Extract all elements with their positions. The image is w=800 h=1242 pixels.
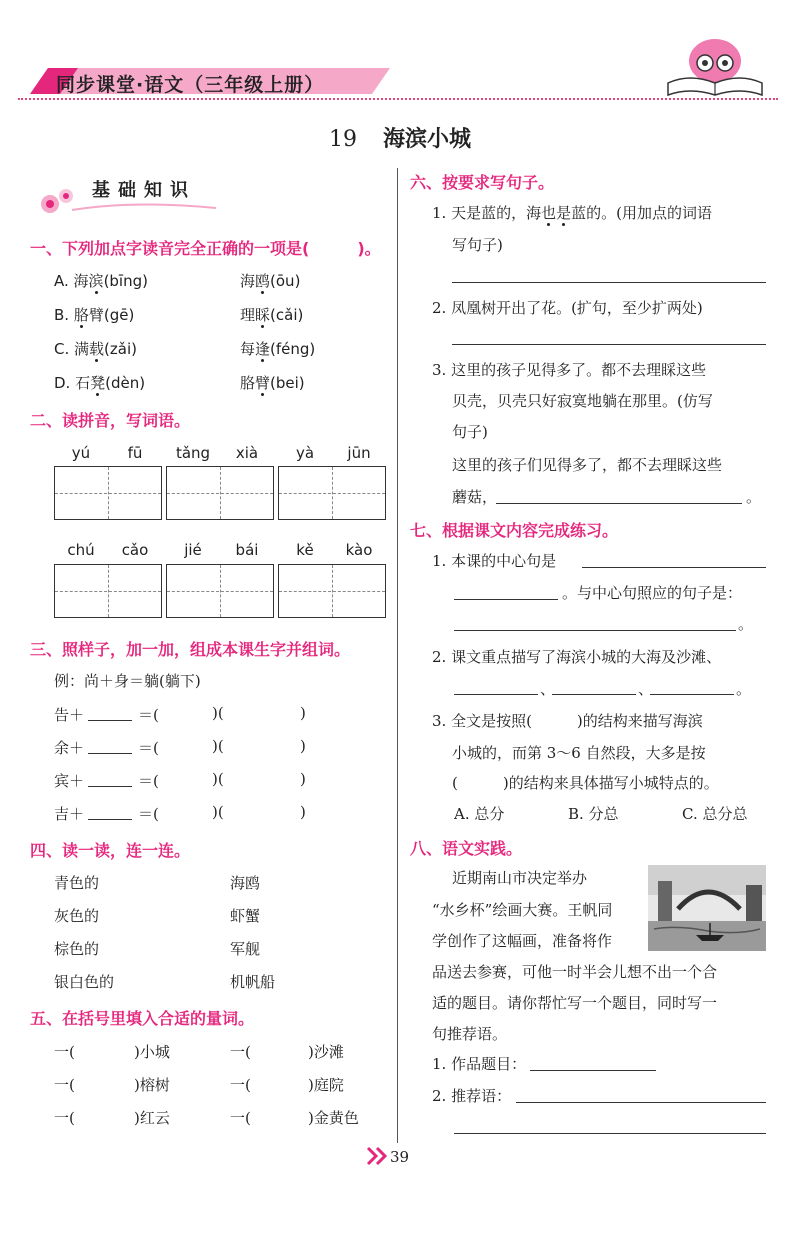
measure-word: )红云 <box>134 1109 170 1127</box>
q8-2: 2. 推荐语： <box>432 1087 512 1105</box>
answer-blank[interactable] <box>88 753 132 754</box>
measure-prefix: 一( <box>230 1076 251 1094</box>
compose-item: 余＋ <box>54 739 85 757</box>
option-a[interactable]: A. 总分 <box>454 805 505 823</box>
match-left[interactable]: 青色的 <box>54 874 100 892</box>
pinyin-label: kào <box>345 541 373 559</box>
measure-prefix: 一( <box>230 1043 251 1061</box>
header-title: 同步课堂·语文（三年级上册） <box>56 74 325 96</box>
pinyin-label: chú <box>67 541 95 559</box>
practice-text: 学创作了这幅画，准备将作 <box>432 932 613 950</box>
answer-line[interactable] <box>582 567 766 568</box>
q7-3-line2: 小城的，而第 3～6 自然段，大多是按 <box>452 744 706 762</box>
column-divider <box>397 168 398 1143</box>
eq-paren: ＝( <box>138 706 159 724</box>
period: 。 <box>738 615 754 633</box>
example-line: 例：尚＋身＝躺(躺下) <box>54 672 201 690</box>
answer-line[interactable] <box>452 344 766 345</box>
answer-line[interactable] <box>454 694 538 695</box>
option-b[interactable]: B. 分总 <box>568 805 619 823</box>
writing-grid[interactable] <box>278 466 386 520</box>
q6-3-line3: 句子) <box>452 423 488 441</box>
double-chevron-icon <box>366 1146 390 1166</box>
answer-line[interactable] <box>452 282 766 283</box>
answer-line[interactable] <box>650 694 734 695</box>
q8-1: 1. 作品题目： <box>432 1055 527 1073</box>
option-d-right: 胳臂(bei) <box>240 374 305 392</box>
lesson-number: 19 <box>328 127 357 152</box>
section-5-title: 五、在括号里填入合适的量词。 <box>30 1009 255 1028</box>
pinyin-label: bái <box>235 541 259 559</box>
measure-word: )小城 <box>134 1043 170 1061</box>
q6-3-line4: 这里的孩子们见得多了，都不去理睬这些 <box>452 456 723 474</box>
water-town-painting <box>648 865 766 951</box>
paren-end: ) <box>300 737 306 755</box>
eq-paren: ＝( <box>138 805 159 823</box>
practice-text: 适的题目。请你帮忙写一个题目，同时写一 <box>432 994 718 1012</box>
answer-line[interactable] <box>454 599 558 600</box>
book-mascot-icon <box>660 35 770 99</box>
paren-end: ) <box>300 704 306 722</box>
section-7-title: 七、根据课文内容完成练习。 <box>410 521 619 540</box>
pinyin-label: fū <box>127 444 143 462</box>
answer-line[interactable] <box>454 630 736 631</box>
measure-word: )金黄色 <box>308 1109 359 1127</box>
measure-word: )榕树 <box>134 1076 170 1094</box>
practice-text: “水乡杯”绘画大赛。王帆同 <box>432 901 613 919</box>
section-1-title: 一、下列加点字读音完全正确的一项是( )。 <box>30 239 381 258</box>
compose-item: 告＋ <box>54 706 85 724</box>
writing-grid[interactable] <box>166 466 274 520</box>
option-b-left: B. 胳臂(gē) <box>54 306 135 324</box>
section-2-title: 二、读拼音，写词语。 <box>30 411 191 430</box>
pinyin-label: yà <box>295 444 315 462</box>
option-b-right: 理睬(cǎi) <box>240 306 304 324</box>
writing-grid[interactable] <box>54 564 162 618</box>
section-badge: 基础知识 <box>92 180 196 201</box>
recommend-answer-line[interactable] <box>516 1102 766 1103</box>
compose-item: 宾＋ <box>54 772 85 790</box>
measure-word: )沙滩 <box>308 1043 344 1061</box>
option-a-left: A. 海滨(bīng) <box>54 272 148 290</box>
writing-grid[interactable] <box>278 564 386 618</box>
lesson-name: 海滨小城 <box>382 126 471 152</box>
pinyin-label: xià <box>235 444 259 462</box>
sep: 、 <box>638 680 654 698</box>
option-c[interactable]: C. 总分总 <box>682 805 748 823</box>
paren-mid: )( <box>212 803 224 821</box>
paren-end: ) <box>300 803 306 821</box>
page-number: 39 <box>390 1148 410 1166</box>
compose-item: 吉＋ <box>54 805 85 823</box>
measure-word: )庭院 <box>308 1076 344 1094</box>
recommend-answer-line[interactable] <box>454 1133 766 1134</box>
writing-grid[interactable] <box>54 466 162 520</box>
measure-prefix: 一( <box>54 1076 75 1094</box>
q7-3-line1: 3. 全文是按照( )的结构来描写海滨 <box>432 712 703 730</box>
section-6-title: 六、按要求写句子。 <box>410 173 555 192</box>
practice-text: 句推荐语。 <box>432 1025 508 1043</box>
practice-text: 品送去参赛，可他一时半会儿想不出一个合 <box>432 963 718 981</box>
pinyin-label: cǎo <box>121 541 149 559</box>
q7-3-line3: ( )的结构来具体描写小城特点的。 <box>452 774 719 792</box>
section-4-title: 四、读一读，连一连。 <box>30 841 191 860</box>
option-d-left: D. 石凳(dèn) <box>54 374 146 392</box>
match-left[interactable]: 灰色的 <box>54 907 100 925</box>
period: 。 <box>746 488 762 506</box>
pinyin-label: kě <box>296 541 314 559</box>
paren-end: ) <box>300 770 306 788</box>
q6-1-line2: 写句子) <box>452 236 503 254</box>
option-a-right: 海鸥(ōu) <box>240 272 301 290</box>
match-right[interactable]: 机帆船 <box>230 973 276 991</box>
lesson-title <box>0 122 800 153</box>
title-answer-line[interactable] <box>530 1070 656 1071</box>
answer-blank[interactable] <box>88 819 132 820</box>
writing-grid[interactable] <box>166 564 274 618</box>
paren-mid: )( <box>212 770 224 788</box>
q7-1-line1: 1. 本课的中心句是 <box>432 552 557 570</box>
paren-mid: )( <box>212 704 224 722</box>
match-left[interactable]: 棕色的 <box>54 940 100 958</box>
option-c-left: C. 满载(zǎi) <box>54 340 137 358</box>
answer-blank[interactable] <box>88 786 132 787</box>
pinyin-label: tǎng <box>175 444 211 462</box>
q6-3-line5: 蘑菇， <box>452 488 498 506</box>
pinyin-label: jūn <box>347 444 371 462</box>
q6-3-line1: 3. 这里的孩子见得多了。都不去理睬这些 <box>432 361 707 379</box>
q6-3-line2: 贝壳，贝壳只好寂寞地躺在那里。(仿写 <box>452 392 713 410</box>
pinyin-label: jié <box>184 541 202 559</box>
answer-line[interactable] <box>552 694 636 695</box>
section-3-title: 三、照样子，加一加，组成本课生字并组词。 <box>30 640 351 659</box>
q7-2-line1: 2. 课文重点描写了海滨小城的大海及沙滩、 <box>432 648 722 666</box>
match-left[interactable]: 银白色的 <box>54 973 115 991</box>
practice-text: 近期南山市决定举办 <box>452 869 588 887</box>
q7-1-line2: 。与中心句照应的句子是： <box>562 584 743 602</box>
answer-blank[interactable] <box>88 720 132 721</box>
match-right[interactable]: 海鸥 <box>230 874 261 892</box>
sep: 、 <box>540 680 556 698</box>
option-c-right: 每逢(féng) <box>240 340 316 358</box>
measure-prefix: 一( <box>230 1109 251 1127</box>
paren-mid: )( <box>212 737 224 755</box>
period: 。 <box>736 680 752 698</box>
q6-1-line1: 1. 天是蓝的，海也是蓝的。(用加点的词语 <box>432 204 712 222</box>
pinyin-label: yú <box>71 444 91 462</box>
match-right[interactable]: 军舰 <box>230 940 261 958</box>
match-right[interactable]: 虾蟹 <box>230 907 261 925</box>
measure-prefix: 一( <box>54 1043 75 1061</box>
eq-paren: ＝( <box>138 739 159 757</box>
eq-paren: ＝( <box>138 772 159 790</box>
section-8-title: 八、语文实践。 <box>410 839 523 858</box>
q6-2: 2. 凤凰树开出了花。(扩句，至少扩两处) <box>432 299 703 317</box>
answer-line[interactable] <box>496 503 742 504</box>
measure-prefix: 一( <box>54 1109 75 1127</box>
